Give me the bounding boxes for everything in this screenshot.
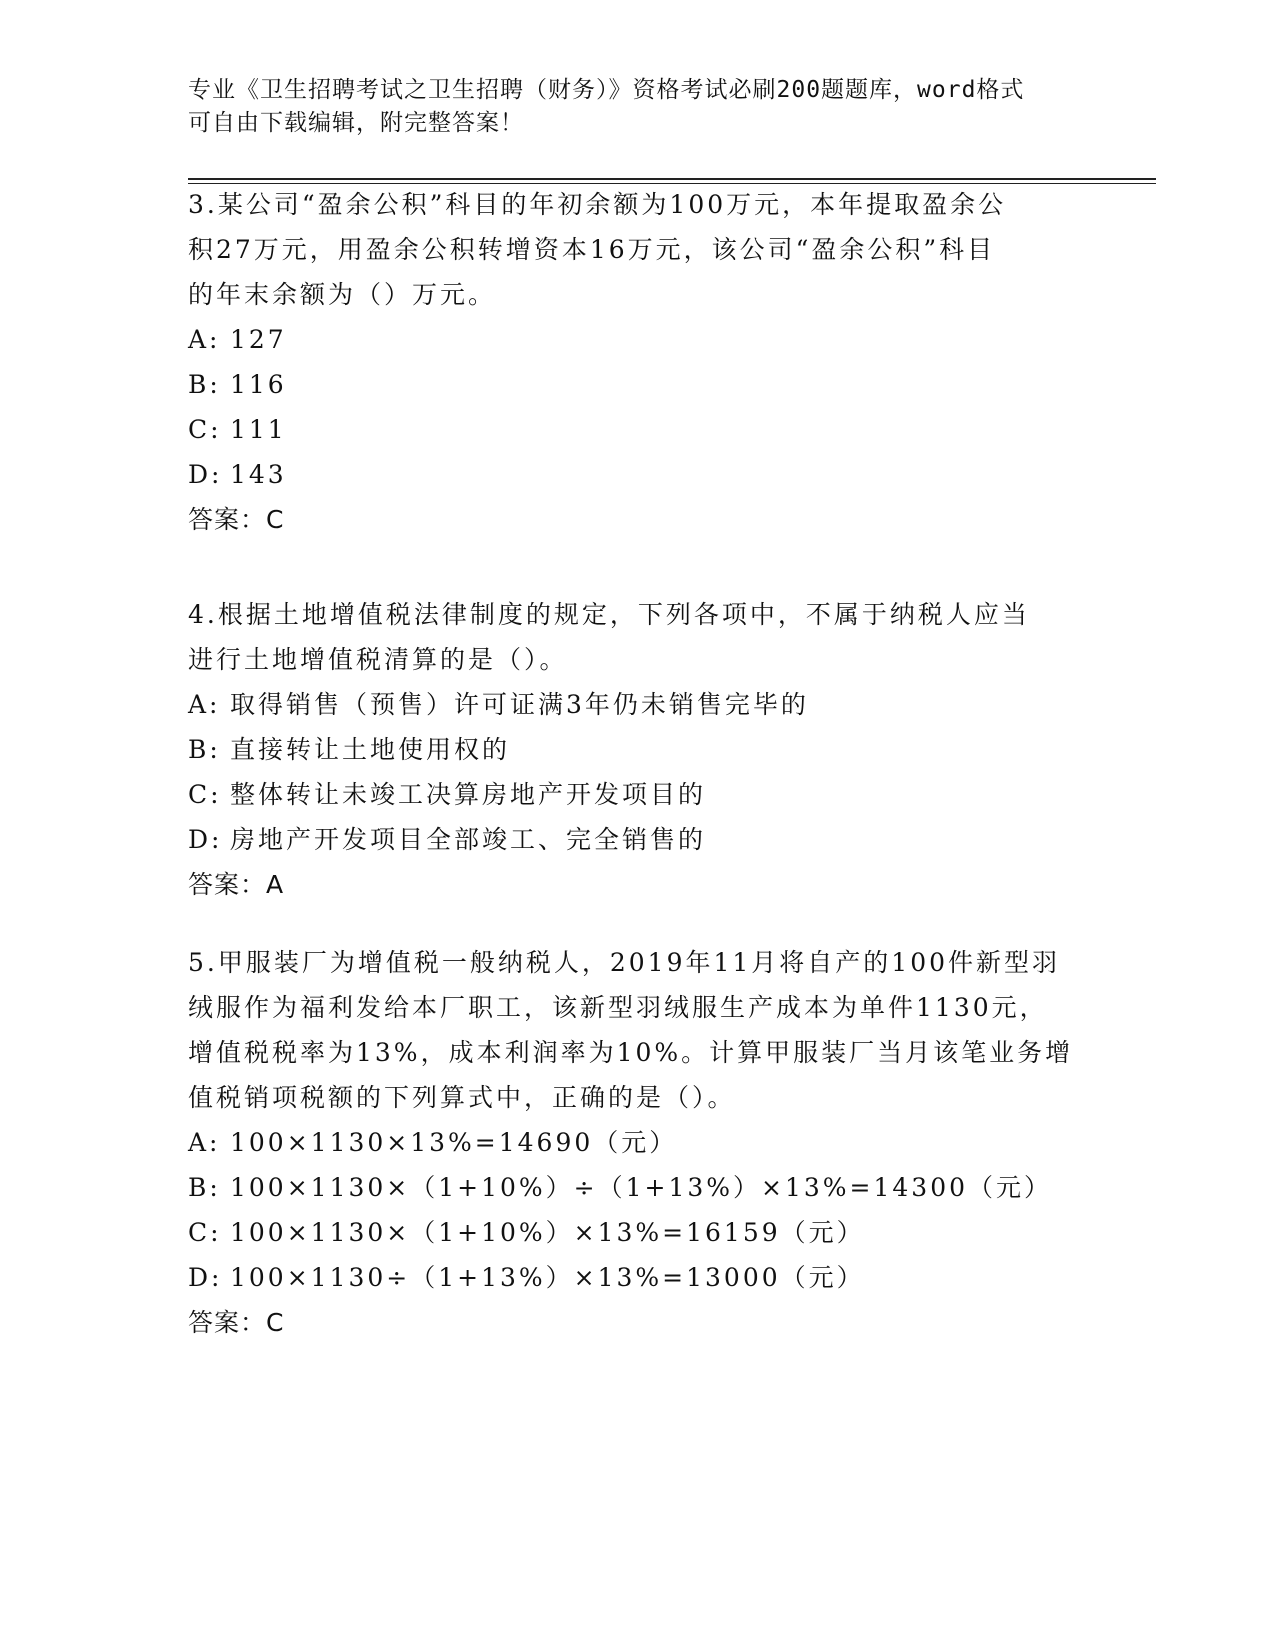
option-key: A: <box>188 1128 221 1157</box>
option-text: 127 <box>230 325 287 354</box>
option-text: 100×1130×（1+10%）÷（1+13%）×13%=14300（元） <box>230 1173 1053 1202</box>
option-c <box>188 772 1088 817</box>
option-a <box>188 1120 1088 1165</box>
header-line: 可自由下载编辑，附完整答案！ <box>188 110 524 136</box>
question-stem-line: 增值税税率为13%，成本利润率为10%。计算甲服装厂当月该笔业务增 <box>188 1038 1074 1067</box>
document-header <box>188 74 1068 140</box>
question-3 <box>188 182 1088 542</box>
option-key: D: <box>188 1263 223 1292</box>
header-line: 专业《卫生招聘考试之卫生招聘（财务）》资格考试必刷200题题库，word格式 <box>188 77 1025 103</box>
option-d <box>188 1255 1088 1300</box>
option-key: A: <box>188 325 221 354</box>
answer: 答案：C <box>188 1308 285 1337</box>
question-stem-line: 的年末余额为（）万元。 <box>188 280 497 309</box>
option-key: B: <box>188 370 221 399</box>
header-divider <box>188 178 1156 180</box>
option-key: A: <box>188 690 221 719</box>
option-text: 100×1130÷（1+13%）×13%=13000（元） <box>230 1263 865 1292</box>
option-a <box>188 682 1088 727</box>
question-stem-line: 积27万元，用盈余公积转增资本16万元，该公司“盈余公积”科目 <box>188 235 996 264</box>
question-5 <box>188 940 1088 1345</box>
question-stem-line: 值税销项税额的下列算式中，正确的是（）。 <box>188 1083 736 1112</box>
question-stem-line: 绒服作为福利发给本厂职工，该新型羽绒服生产成本为单件1130元， <box>188 993 1048 1022</box>
option-d <box>188 817 1088 862</box>
option-text: 143 <box>230 460 287 489</box>
option-key: C: <box>188 415 222 444</box>
question-stem-line: 4.根据土地增值税法律制度的规定，下列各项中，不属于纳税人应当 <box>188 600 1030 629</box>
option-key: D: <box>188 460 223 489</box>
question-stem-line: 3.某公司“盈余公积”科目的年初余额为100万元，本年提取盈余公 <box>188 190 1007 219</box>
answer: 答案：C <box>188 505 285 534</box>
option-text: 111 <box>230 415 287 444</box>
option-text: 100×1130×13%=14690（元） <box>230 1128 678 1157</box>
option-key: C: <box>188 1218 222 1247</box>
question-4 <box>188 592 1088 907</box>
option-key: C: <box>188 780 222 809</box>
option-c <box>188 1210 1088 1255</box>
option-text: 直接转让土地使用权的 <box>230 735 511 764</box>
option-key: B: <box>188 735 221 764</box>
option-c <box>188 407 1088 452</box>
question-stem-line: 5.甲服装厂为增值税一般纳税人，2019年11月将自产的100件新型羽 <box>188 948 1061 977</box>
option-b <box>188 1165 1088 1210</box>
option-text: 整体转让未竣工决算房地产开发项目的 <box>230 780 707 809</box>
option-b <box>188 362 1088 407</box>
option-key: D: <box>188 825 223 854</box>
option-b <box>188 727 1088 772</box>
option-text: 房地产开发项目全部竣工、完全销售的 <box>230 825 707 854</box>
option-key: B: <box>188 1173 221 1202</box>
answer: 答案：A <box>188 870 285 899</box>
option-a <box>188 317 1088 362</box>
option-d <box>188 452 1088 497</box>
option-text: 取得销售（预售）许可证满3年仍未销售完毕的 <box>230 690 809 719</box>
question-stem-line: 进行土地增值税清算的是（）。 <box>188 645 568 674</box>
option-text: 116 <box>230 370 287 399</box>
option-text: 100×1130×（1+10%）×13%=16159（元） <box>230 1218 865 1247</box>
